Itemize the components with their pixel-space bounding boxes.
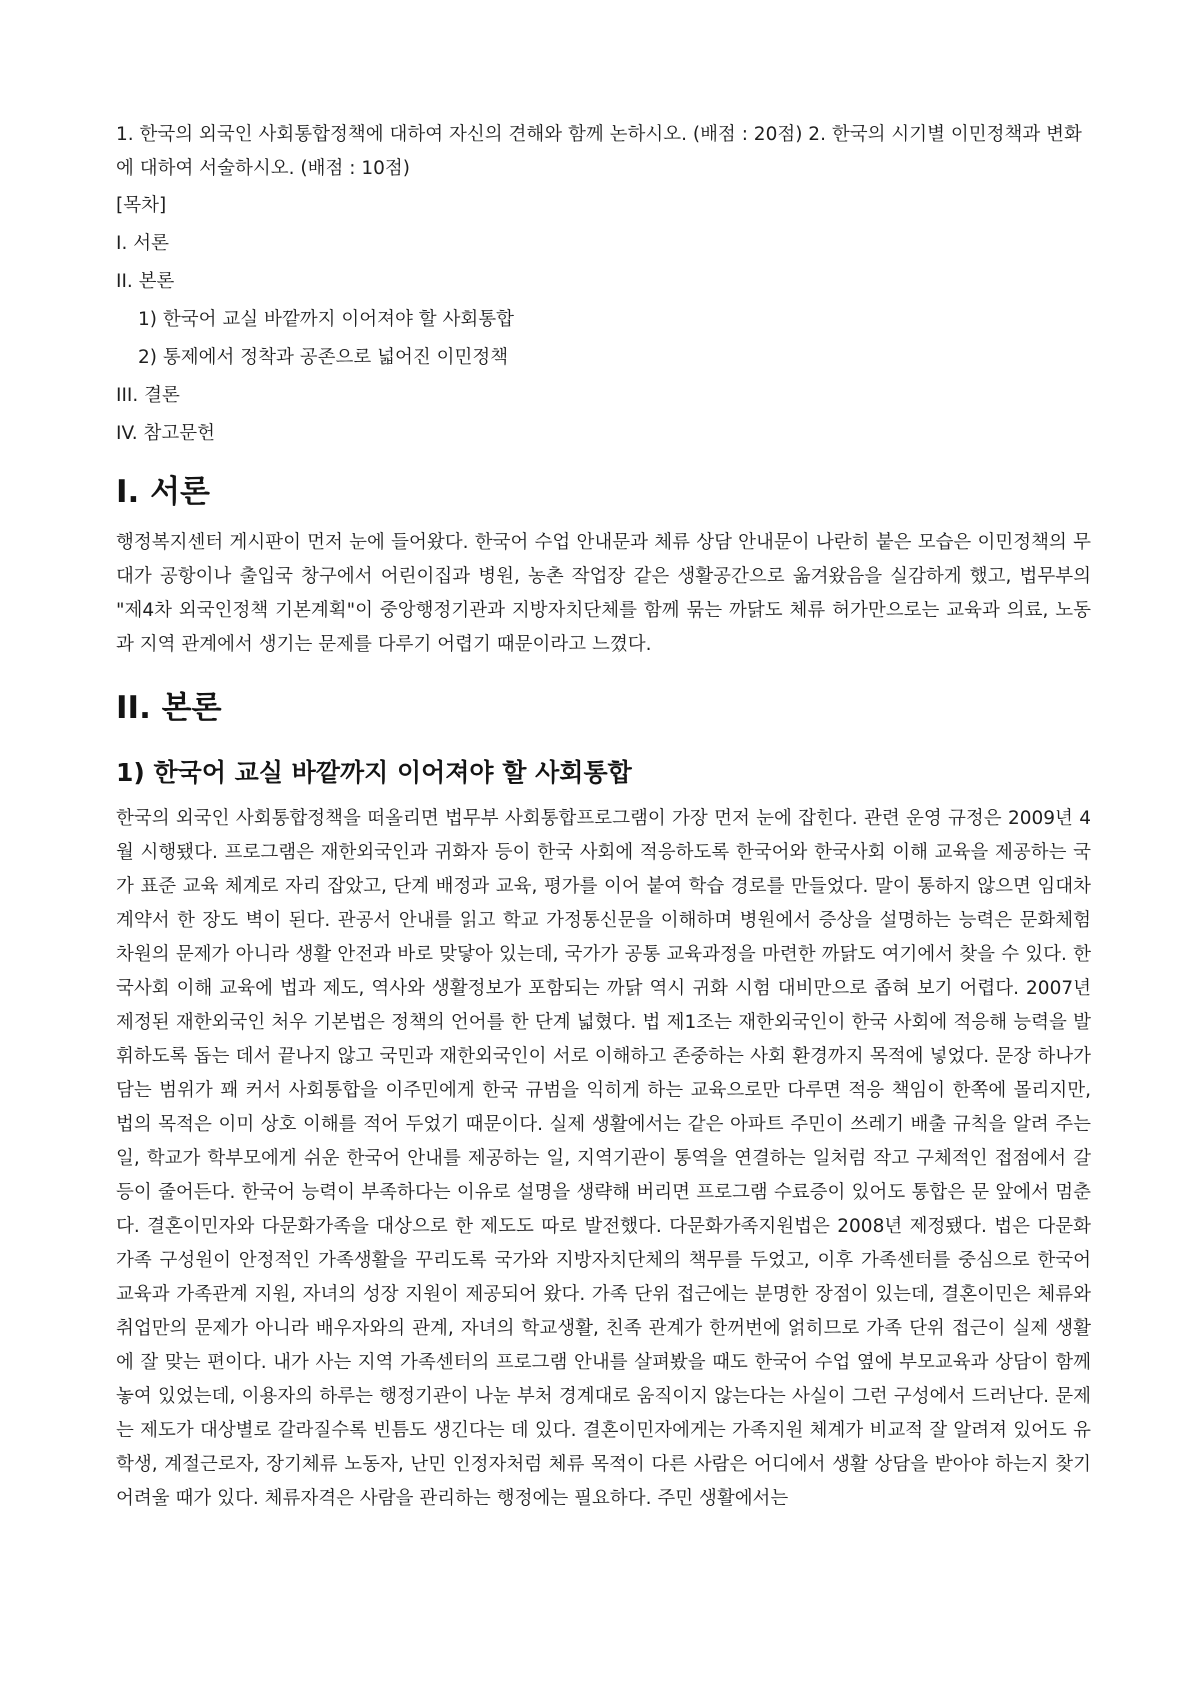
table-of-contents (116, 194, 1091, 446)
toc-item-main: II. 본론 (116, 271, 175, 292)
toc-item-main-sub1: 1) 한국어 교실 바깥까지 이어져야 할 사회통합 (138, 309, 514, 330)
toc-heading: [목차] (116, 195, 167, 216)
intro-paragraph: 행정복지센터 게시판이 먼저 눈에 들어왔다. 한국어 수업 안내문과 체류 상담 안내문이 나란히 붙은 모습은 이민정책의 무대가 공항이나 출입국 창구에서 어린이집과 병원, 농촌 작업장 같은 생활공간으로 옮겨왔음을 실감하게 했고, 법무부의 "제4차 외국인정책 기본계획"이 중앙행정기관과 지방자치단체를 함께 묶는 까닭도 체류 허가만으로는 교육과 의료, 노동과 지역 관계에서 생기는 문제를 다루기 어렵기 때문이라고 느꼈다. (116, 532, 1091, 655)
subsection-1-paragraph: 한국의 외국인 사회통합정책을 떠올리면 법무부 사회통합프로그램이 가장 먼저 눈에 잡힌다. 관련 운영 규정은 2009년 4월 시행됐다. 프로그램은 재한외국인과 귀화자 등이 한국 사회에 적응하도록 한국어와 한국사회 이해 교육을 제공하는 국가 표준 교육 체계로 자리 잡았고, 단계 배정과 교육, 평가를 이어 붙여 학습 경로를 만들었다. 말이 통하지 않으면 임대차 계약서 한 장도 벽이 된다. 관공서 안내를 읽고 학교 가정통신문을 이해하며 병원에서 증상을 설명하는 능력은 문화체험 차원의 문제가 아니라 생활 안전과 바로 맞닿아 있는데, 국가가 공통 교육과정을 마련한 까닭도 여기에서 찾을 수 있다. 한국사회 이해 교육에 법과 제도, 역사와 생활정보가 포함되는 까닭 역시 귀화 시험 대비만으로 좁혀 보기 어렵다. 2007년 제정된 재한외국인 처우 기본법은 정책의 언어를 한 단계 넓혔다. 법 제1조는 재한외국인이 한국 사회에 적응해 능력을 발휘하도록 돕는 데서 끝나지 않고 국민과 재한외국인이 서로 이해하고 존중하는 사회 환경까지 목적에 넣었다. 문장 하나가 담는 범위가 꽤 커서 사회통합을 이주민에게 한국 규범을 익히게 하는 교육으로만 다루면 적응 책임이 한쪽에 몰리지만, 법의 목적은 이미 상호 이해를 적어 두었기 때문이다. 실제 생활에서는 같은 아파트 주민이 쓰레기 배출 규칙을 알려 주는 일, 학교가 학부모에게 쉬운 한국어 안내를 제공하는 일, 지역기관이 통역을 연결하는 일처럼 작고 구체적인 접점에서 갈등이 줄어든다. 한국어 능력이 부족하다는 이유로 설명을 생략해 버리면 프로그램 수료증이 있어도 통합은 문 앞에서 멈춘다. 결혼이민자와 다문화가족을 대상으로 한 제도도 따로 발전했다. 다문화가족지원법은 2008년 제정됐다. 법은 다문화가족 구성원이 안정적인 가족생활을 꾸리도록 국가와 지방자치단체의 책무를 두었고, 이후 가족센터를 중심으로 한국어 교육과 가족관계 지원, 자녀의 성장 지원이 제공되어 왔다. 가족 단위 접근에는 분명한 장점이 있는데, 결혼이민은 체류와 취업만의 문제가 아니라 배우자와의 관계, 자녀의 학교생활, 친족 관계가 한꺼번에 얽히므로 가족 단위 접근이 실제 생활에 잘 맞는 편이다. 내가 사는 지역 가족센터의 프로그램 안내를 살펴봤을 때도 한국어 수업 옆에 부모교육과 상담이 함께 놓여 있었는데, 이용자의 하루는 행정기관이 나눈 부처 경계대로 움직이지 않는다는 사실이 그런 구성에서 드러난다. 문제는 제도가 대상별로 갈라질수록 빈틈도 생긴다는 데 있다. 결혼이민자에게는 가족지원 체계가 비교적 잘 알려져 있어도 유학생, 계절근로자, 장기체류 노동자, 난민 인정자처럼 체류 목적이 다른 사람은 어디에서 생활 상담을 받아야 하는지 찾기 어려울 때가 있다. 체류자격은 사람을 관리하는 행정에는 필요하다. 주민 생활에서는 (116, 808, 1091, 1509)
section-title-intro: I. 서론 (116, 474, 210, 510)
assignment-prompt: 1. 한국의 외국인 사회통합정책에 대하여 자신의 견해와 함께 논하시오. (배점 : 20점) 2. 한국의 시기별 이민정책과 변화에 대하여 서술하시오. (배점 : 10점) (116, 124, 1082, 179)
toc-item-references: IV. 참고문헌 (116, 423, 215, 444)
subsection-title-1: 1) 한국어 교실 바깥까지 이어져야 할 사회통합 (116, 758, 632, 787)
section-title-main: II. 본론 (116, 690, 222, 726)
toc-item-conclusion: III. 결론 (116, 385, 180, 406)
toc-item-main-sub2: 2) 통제에서 정착과 공존으로 넓어진 이민정책 (138, 347, 509, 368)
toc-item-intro: I. 서론 (116, 233, 169, 254)
